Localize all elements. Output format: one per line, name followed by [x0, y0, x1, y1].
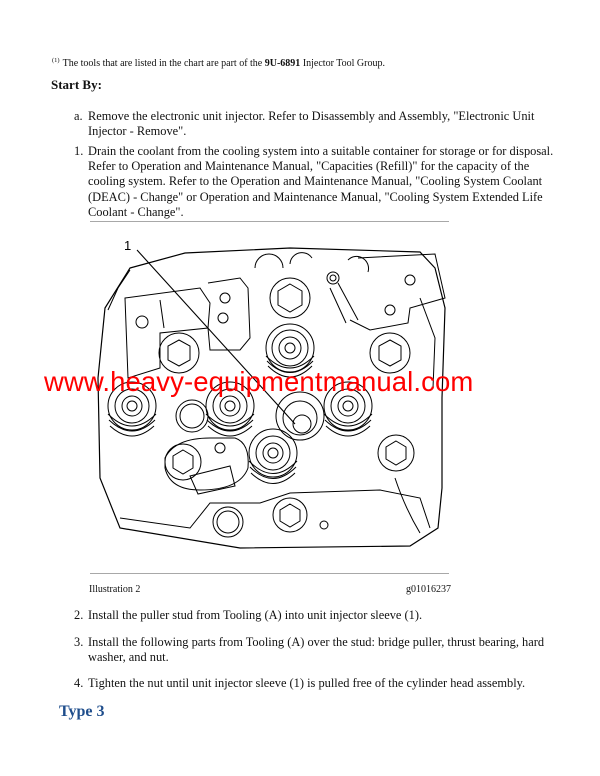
step-marker: a.: [74, 109, 83, 123]
illustration-caption: Illustration 2: [89, 584, 141, 595]
procedure-step-2: [74, 608, 554, 623]
step-marker: 4.: [74, 676, 84, 690]
step-marker: 1.: [74, 144, 84, 158]
footnote-marker: (1): [52, 57, 60, 64]
step-text: Drain the coolant from the cooling system into a suitable container for storage or for disposal. Refer to Operation and Maintenance Manual, "Capacities (Refill)" for the capacity of the cooling system. Refer to the Operation and Maintenance Manual, "Cooling System Coolant (DEAC) - Change" or Operation and Maintenance Manual, "Cooling System Extended Life Coolant - Change".: [88, 144, 554, 219]
illustration-bottom-divider: [90, 573, 449, 574]
tool-group-footnote: [52, 54, 385, 70]
step-marker: 3.: [74, 635, 84, 649]
step-marker: 2.: [74, 608, 84, 622]
step-text: Tighten the nut until unit injector sleeve (1) is pulled free of the cylinder head assembly.: [88, 676, 526, 690]
cylinder-head-illustration: [90, 228, 470, 568]
callout-label-1: 1: [124, 238, 132, 253]
illustration-top-divider: [90, 221, 449, 222]
cylinder-head-drawing: [90, 228, 470, 568]
footnote-text-before: The tools that are listed in the chart are part of the: [62, 58, 265, 69]
start-by-heading: Start By:: [51, 77, 102, 92]
step-text: Remove the electronic unit injector. Refer to Disassembly and Assembly, "Electronic Unit Injector - Remove".: [88, 109, 535, 139]
watermark-url: www.heavy-equipmentmanual.com: [44, 366, 474, 397]
procedure-step-1: [74, 144, 554, 220]
illustration-graphic-id: g01016237: [406, 584, 451, 595]
footnote-part-number: 9U-6891: [264, 58, 301, 69]
step-text: Install the following parts from Tooling (A) over the stud: bridge puller, thrust bearing, hard washer, and nut.: [88, 635, 545, 665]
procedure-step-3: [74, 635, 554, 665]
section-heading-type-3: Type 3: [59, 703, 105, 720]
procedure-step-4: [74, 676, 554, 691]
step-text: Install the puller stud from Tooling (A) into unit injector sleeve (1).: [88, 608, 423, 622]
footnote-text-after: Injector Tool Group.: [300, 58, 385, 69]
start-by-step-a: [74, 109, 554, 139]
